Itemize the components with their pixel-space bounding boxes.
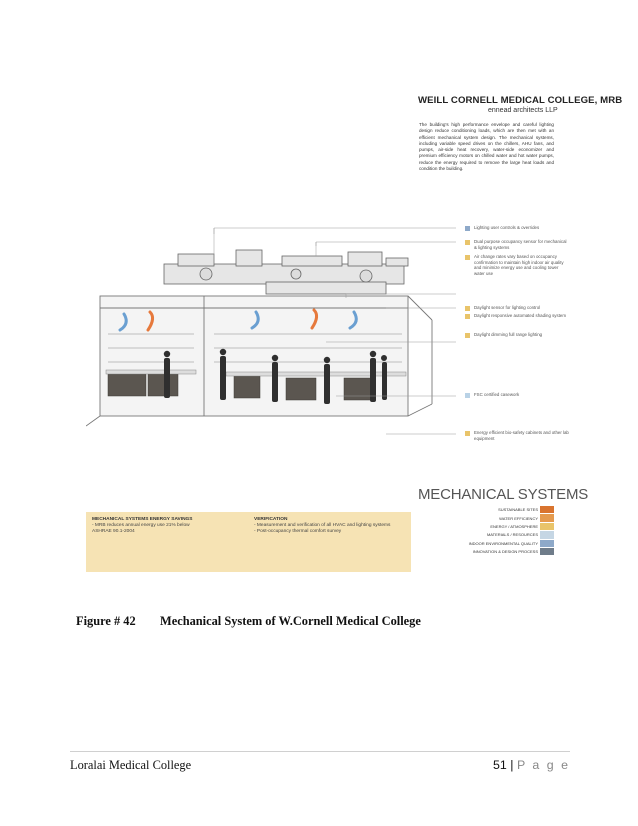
legend-swatch: [540, 531, 554, 538]
legend-row: INDOOR ENVIRONMENTAL QUALITY: [418, 540, 554, 548]
page-separator: |: [510, 758, 514, 772]
callout-swatch: [465, 393, 470, 398]
callout-swatch: [465, 314, 470, 319]
callout-item: Daylight dimming full range lighting: [474, 332, 570, 338]
callout-item: Daylight responsive automated shading system: [474, 313, 570, 319]
callout-item: Dual purpose occupancy sensor for mechanical & lighting systems: [474, 239, 570, 250]
callout-swatch: [465, 226, 470, 231]
legend-row: ENERGY / ATMOSPHERE: [418, 523, 554, 531]
legend-row: SUSTAINABLE SITES: [418, 506, 554, 514]
mechanical-system-figure: [86, 86, 623, 586]
callout-item: Air change rates vary based on occupancy confirmation to maintain high indoor air quality and minimize energy use and cooling tower water use: [474, 254, 570, 276]
callout-item: Lighting user controls & overrides: [474, 225, 570, 231]
callout-item: FSC certified casework: [474, 392, 570, 398]
page-number: 51: [493, 758, 507, 772]
callout-swatch: [465, 255, 470, 260]
section-title: MECHANICAL SYSTEMS: [418, 486, 589, 503]
legend-swatch: [540, 514, 554, 521]
legend-swatch: [540, 540, 554, 547]
savings-line: ASHRAE 90.1-2004: [92, 529, 135, 534]
figure-title: WEILL CORNELL MEDICAL COLLEGE, MRB: [418, 95, 623, 106]
savings-line: - MRB reduces annual energy use 21% below: [92, 523, 190, 528]
footer-institution: Loralai Medical College: [70, 758, 192, 772]
callout-swatch: [465, 306, 470, 311]
page-word: P a g e: [516, 758, 570, 772]
figure-number: Figure # 42: [76, 614, 136, 628]
figure-subtitle: ennead architects LLP: [488, 107, 558, 114]
callout-item: Daylight sensor for lighting control: [474, 305, 570, 311]
footer-page: [493, 758, 570, 772]
legend-row: MATERIALS / RESOURCES: [418, 531, 554, 539]
savings-heading: MECHANICAL SYSTEMS ENERGY SAVINGS: [92, 517, 193, 522]
verification-line: - Post-occupancy thermal comfort survey: [254, 529, 342, 534]
leed-legend: [418, 506, 554, 556]
callout-item: Energy efficient bio-safety cabinets and other lab equipment: [474, 430, 570, 441]
legend-row: INNOVATION & DESIGN PROCESS: [418, 548, 554, 556]
callout-swatch: [465, 431, 470, 436]
verification-line: - Measurement and verification of all HVAC and lighting systems: [254, 523, 391, 528]
figure-description: The building's high performance envelope and careful lighting design reduce conditioning loads, which are then met with an efficient mechanical system design. The mechanical systems, including variable speed drives on the chillers, AHU fans, and pumps, air-side heat recovery, water-side economizer and premium efficiency motors on chilled water and hot water pumps, reduce the energy required to remove the large heat loads and condition the building.: [419, 122, 554, 172]
verification-column: [254, 517, 390, 535]
callout-swatch: [465, 333, 470, 338]
legend-swatch: [540, 506, 554, 513]
savings-column: [92, 517, 192, 535]
figure-caption: [76, 614, 421, 629]
verification-heading: VERIFICATION: [254, 517, 288, 522]
energy-savings-box: [86, 512, 411, 572]
legend-swatch: [540, 523, 554, 530]
legend-swatch: [540, 548, 554, 555]
legend-row: WATER EFFICIENCY: [418, 514, 554, 522]
callout-swatch: [465, 240, 470, 245]
caption-text: Mechanical System of W.Cornell Medical College: [160, 614, 421, 628]
footer-divider: [70, 751, 570, 752]
